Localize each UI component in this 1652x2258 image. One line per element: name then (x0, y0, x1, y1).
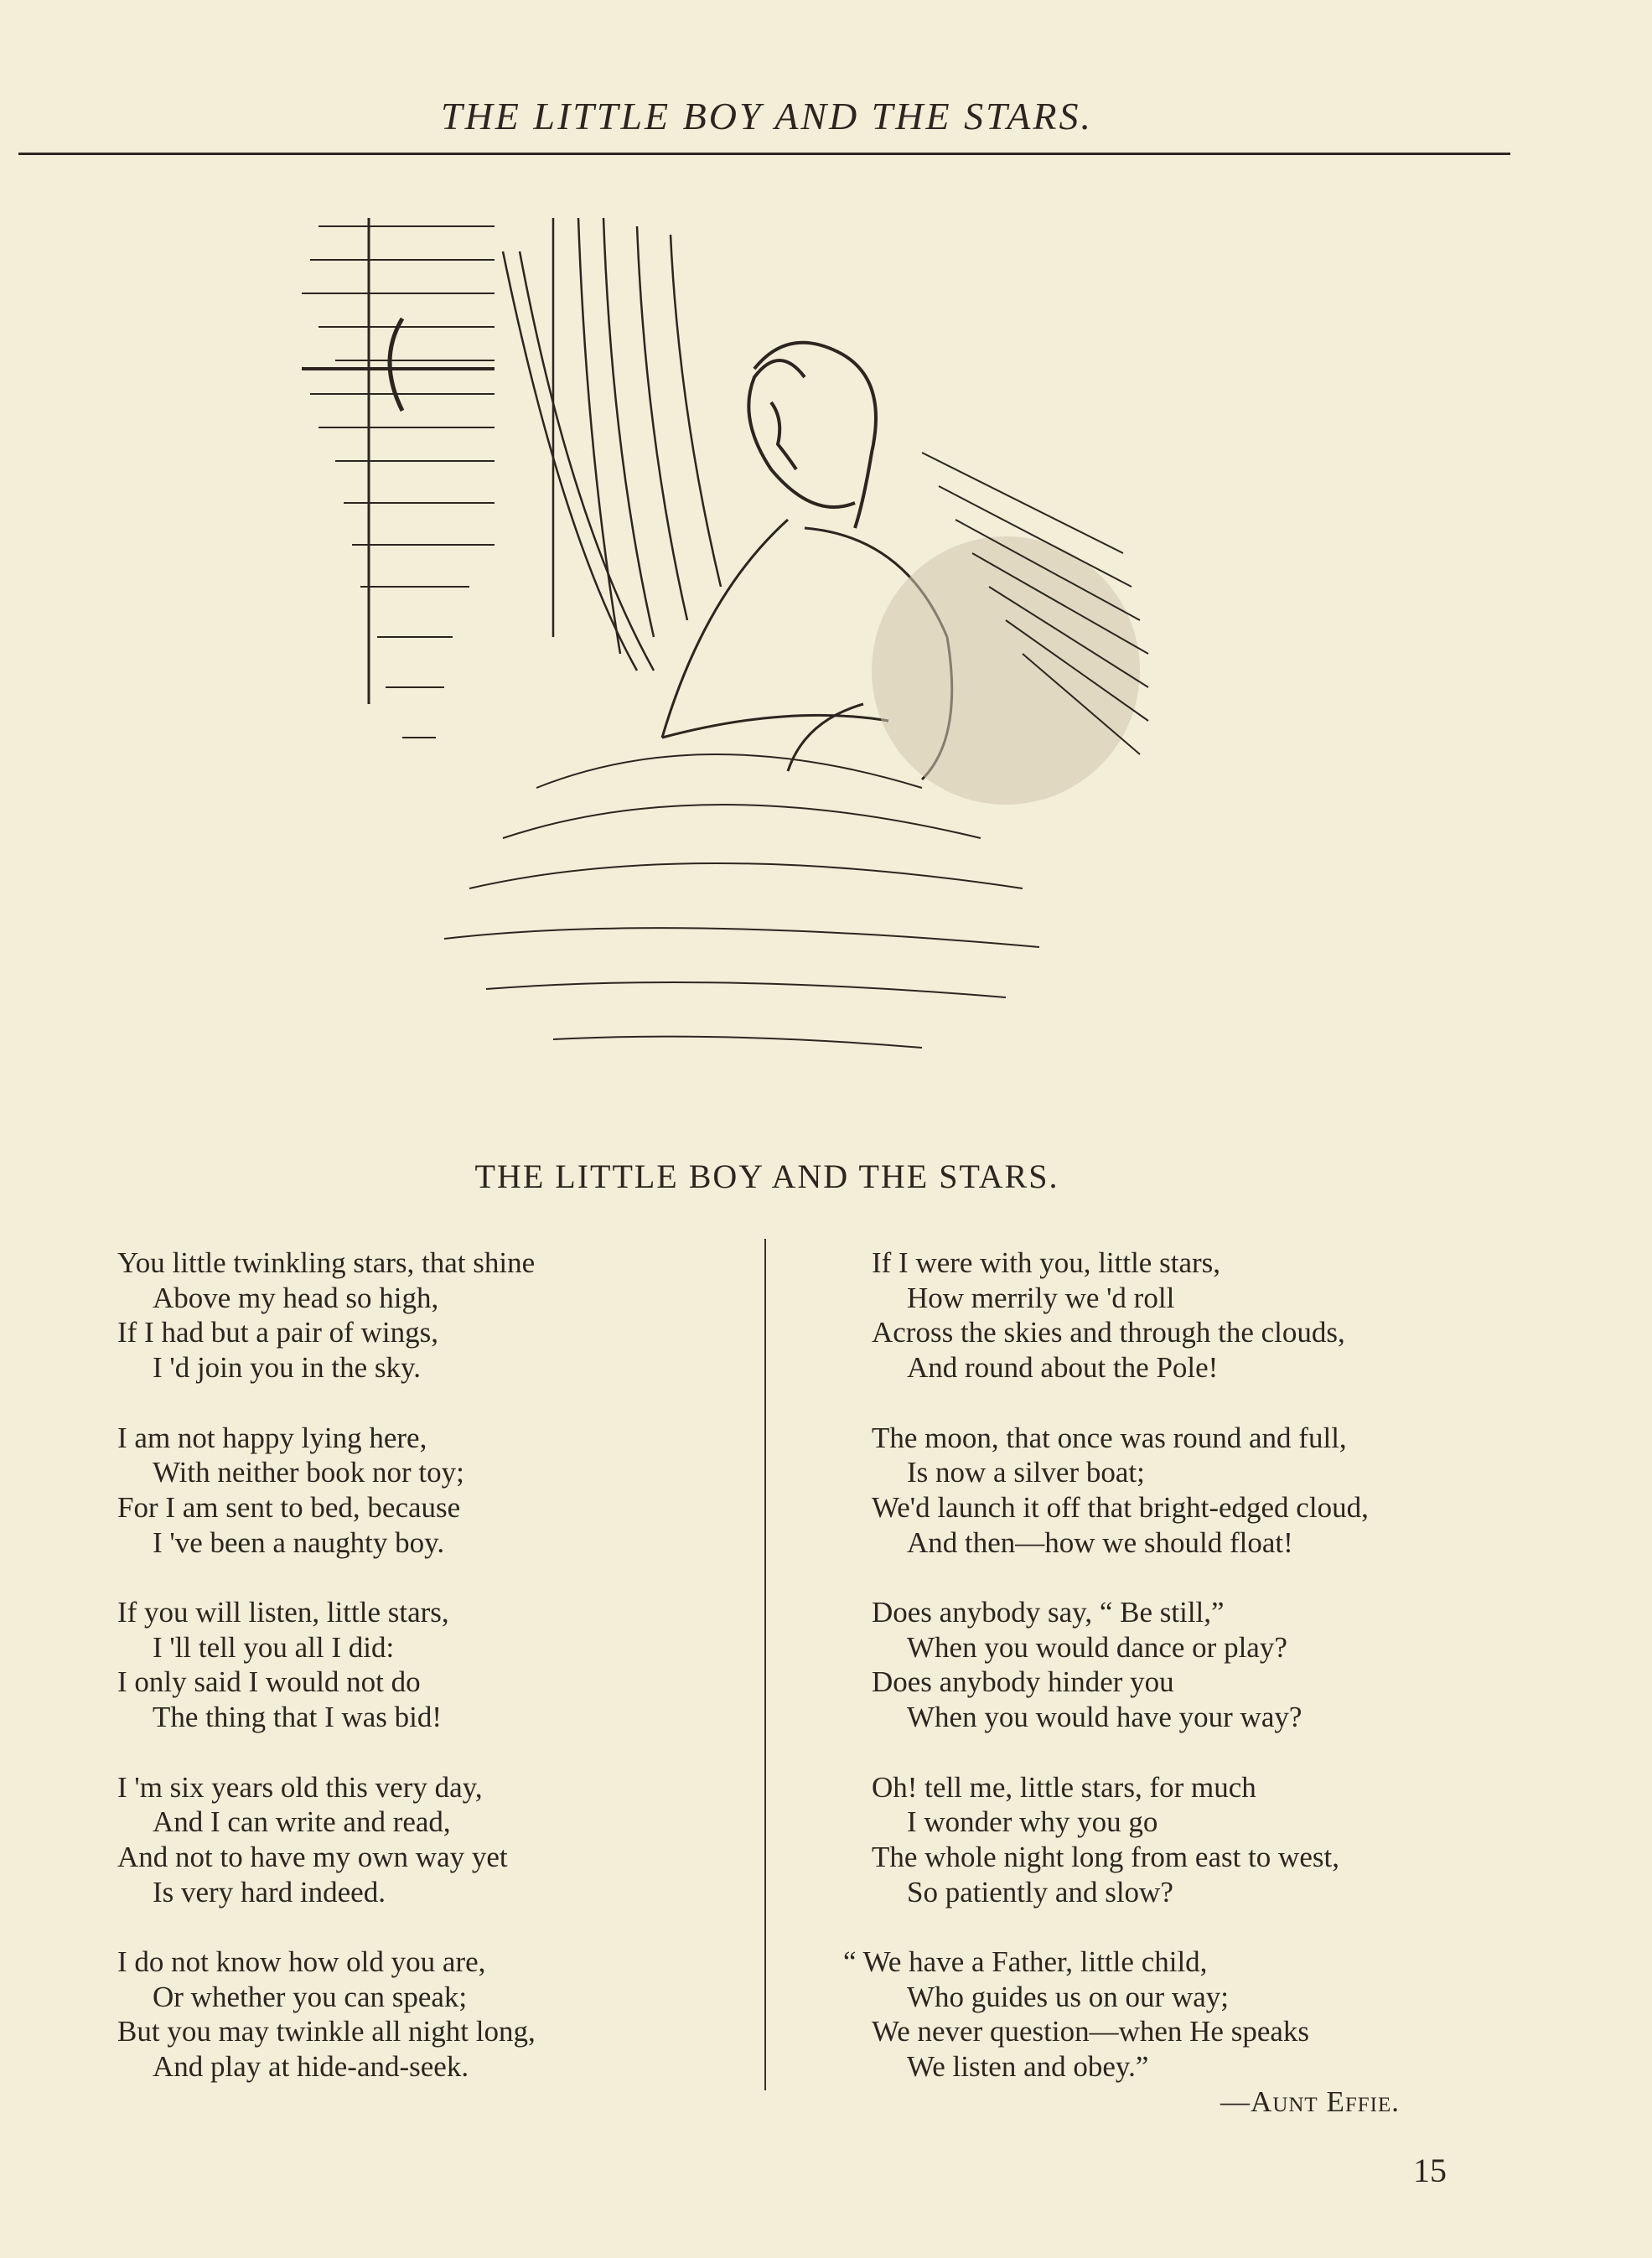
verse-line: When you would have your way? (907, 1701, 1302, 1734)
verse-line: Who guides us on our way; (907, 1980, 1229, 2013)
verse-line: If I were with you, little stars, (872, 1246, 1221, 1279)
verse-line: And play at hide-and-seek. (153, 2050, 469, 2084)
column-divider (764, 1239, 766, 2090)
verse-line: For I am sent to bed, because (117, 1490, 461, 1524)
stanza (117, 1421, 754, 1561)
verse-line: I do not know how old you are, (117, 1945, 486, 1978)
verse-line: I only said I would not do (117, 1665, 421, 1699)
verse-line: I 'm six years old this very day, (117, 1770, 483, 1804)
verse-line: Is now a silver boat; (907, 1456, 1145, 1489)
verse-line: But you may twinkle all night long, (117, 2015, 536, 2048)
stanza (117, 1945, 754, 2085)
poem-title: THE LITTLE BOY AND THE STARS. (474, 1157, 1059, 1195)
verse-line: How merrily we 'd roll (907, 1281, 1175, 1314)
stanza (872, 1246, 1525, 1385)
verse-line: Does anybody say, “ Be still,” (872, 1596, 1225, 1629)
verse-line: If you will listen, little stars, (117, 1596, 449, 1629)
verse-line: The thing that I was bid! (153, 1701, 443, 1734)
stanza (872, 1421, 1525, 1561)
verse-line: With neither book nor toy; (153, 1456, 464, 1489)
poem-left-column (117, 1246, 754, 2120)
engraving-illustration-boy-at-window (285, 201, 1224, 1090)
verse-line: And not to have my own way yet (117, 1840, 508, 1873)
verse-line: Across the skies and through the clouds, (872, 1316, 1345, 1349)
verse-line: We'd launch it off that bright-edged cloud, (872, 1490, 1369, 1524)
verse-line: Or whether you can speak; (153, 1980, 468, 2013)
stanza (117, 1595, 754, 1735)
verse-line: And round about the Pole! (907, 1351, 1219, 1385)
page-number: 15 (1413, 2152, 1447, 2189)
verse-line: So patiently and slow? (907, 1875, 1173, 1908)
verse-line: The whole night long from east to west, (872, 1840, 1339, 1873)
stanza (843, 1945, 1525, 2085)
verse-line: We never question—when He speaks (872, 2015, 1310, 2048)
verse-line: “ We have a Father, little child, (843, 1945, 1208, 1978)
verse-line: You little twinkling stars, that shine (117, 1246, 536, 1279)
verse-line: And I can write and read, (153, 1805, 451, 1839)
verse-line: When you would dance or play? (907, 1630, 1287, 1664)
header-rule (18, 153, 1510, 155)
verse-line: If I had but a pair of wings, (117, 1316, 438, 1349)
stanza (872, 1770, 1525, 1910)
attribution: —Aunt Effie. (1220, 2085, 1400, 2118)
stanza (117, 1770, 754, 1910)
verse-line: We listen and obey.” (907, 2050, 1149, 2084)
verse-line: Is very hard indeed. (153, 1875, 386, 1908)
poem-right-column (843, 1246, 1525, 2120)
stanza (117, 1246, 754, 1385)
verse-line: I wonder why you go (907, 1805, 1158, 1839)
verse-line: I 'd join you in the sky. (153, 1351, 421, 1385)
running-head: THE LITTLE BOY AND THE STARS. (441, 95, 1093, 137)
verse-line: I 'll tell you all I did: (153, 1630, 395, 1664)
verse-line: And then—how we should float! (907, 1525, 1293, 1559)
verse-line: Oh! tell me, little stars, for much (872, 1770, 1256, 1804)
verse-line: Above my head so high, (153, 1281, 439, 1314)
verse-line: I 've been a naughty boy. (153, 1525, 445, 1559)
verse-line: I am not happy lying here, (117, 1421, 427, 1454)
stanza (872, 1595, 1525, 1735)
verse-line: The moon, that once was round and full, (872, 1421, 1347, 1454)
verse-line: Does anybody hinder you (872, 1665, 1174, 1699)
